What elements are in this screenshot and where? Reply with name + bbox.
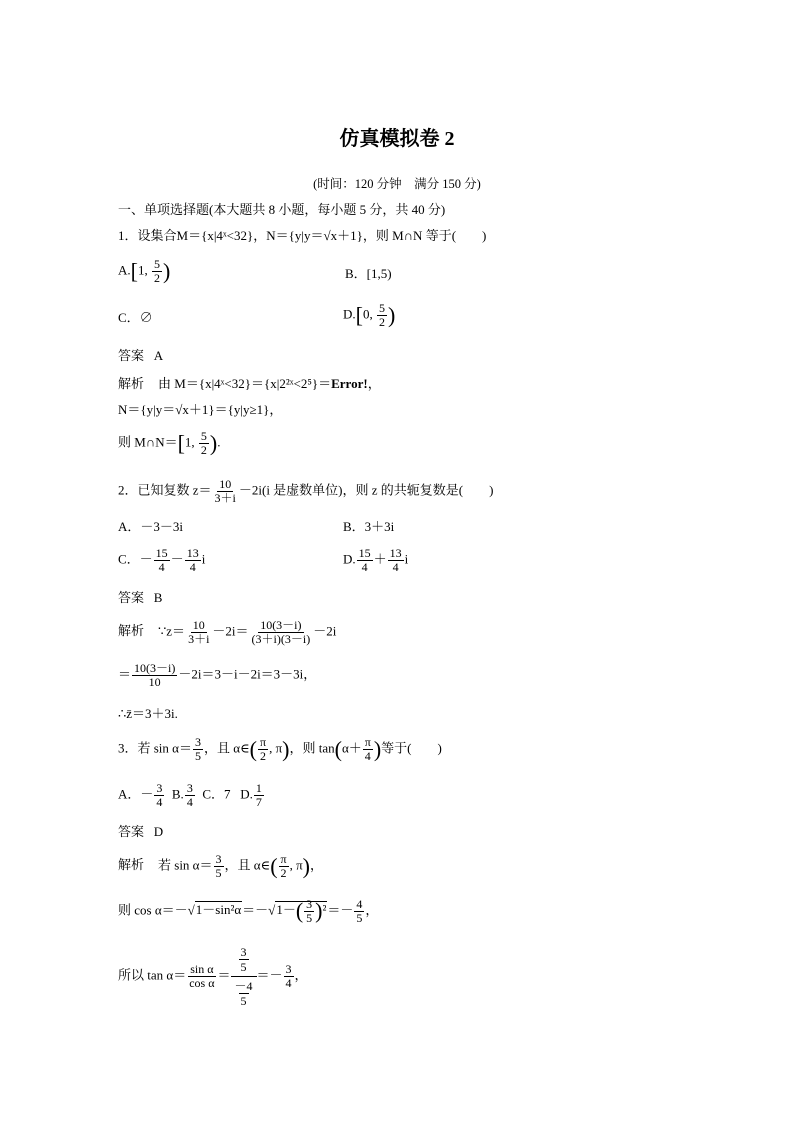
answer-value: B [153, 590, 163, 605]
analysis-label: 解析 [118, 376, 145, 391]
exam-time-info: (时间：120 分钟 满分 150 分) [313, 177, 481, 191]
error-marker: Error! [331, 376, 368, 391]
answer-value: D [153, 824, 164, 839]
math-text-store [0, 1110, 1, 1111]
q2-answer [118, 586, 162, 610]
question-2: 2．已知复数 z＝ $\frac{10}{3+i}$ －2i(i 是虚数单位)，则 z 的共轭复数是( ) [118, 477, 494, 505]
q1-option-d: D.[0, $\frac{5}{2}$ ) [343, 301, 396, 329]
q1-set-n: N＝{y|y＝√x＋1}，则 M∩N 等于( ) [266, 228, 487, 243]
q3-solution-line-1: 解析 若 sin α＝ $\frac{3}{5}$ ，且 α∈( $\frac{\pi}{2}$ , π)， [118, 852, 323, 880]
q2-solution-line-1: 解析 ∵z＝ $\frac{10}{3+i}$ －2i＝ $\frac{10(3-i)}{(3+i)(3-i)}$ －2i [118, 618, 337, 646]
q1-solution-line-3: 则 M∩N＝[1, $\frac{5}{2}$ ). [118, 429, 221, 457]
answer-label: 答案 [118, 824, 145, 839]
q3-solution-line-3: 所以 tan α＝ $\frac{\text{sin α}}{\text{cos α}}$ ＝ 3 5 －4 5 ＝－ $\frac{3}{4}$ ， [118, 945, 308, 1008]
q1-solution-line-2: N＝{y|y＝√x＋1}＝{y|y≥1}， [118, 402, 283, 417]
q2-suffix: －2i(i 是虚数单位)，则 z 的共轭复数是( ) [238, 482, 494, 498]
section-heading: 一、单项选择题(本大题共 8 小题，每小题 5 分，共 40 分) [118, 202, 446, 217]
option-label: D. [343, 306, 356, 322]
analysis-label: 解析 [118, 857, 145, 873]
q3-solution-line-2: 则 cos α＝－√1－sin²α＝－√1－( $\frac{3}{5}$ )²＝－ $\frac{4}{5}$ ， [118, 897, 379, 925]
q1-sol-1: 由 M＝{x|4ˣ<32}＝{x|2²ˣ<2⁵}＝ [158, 376, 332, 391]
q2-prefix: 2．已知复数 z＝ [118, 482, 212, 498]
analysis-label: 解析 [118, 623, 145, 639]
page-title: 仿真模拟卷 2 [339, 128, 455, 150]
q1-option-b: B．[1,5) [345, 266, 392, 281]
q1-option-a: A.[1, $\frac{5}{2}$ ) [118, 257, 171, 285]
answer-label: 答案 [118, 590, 145, 605]
question-3: 3．若 sin α＝ $\frac{3}{5}$ ，且 α∈( $\frac{\pi}{2}$ , π)，则 tan(α＋ $\frac{\pi}{4}$ )等于( ) [118, 735, 442, 763]
q3-answer [118, 820, 163, 844]
q1-prefix: 1．设集合 [118, 228, 177, 243]
answer-label: 答案 [118, 348, 145, 363]
q1-opt-a-text [0, 1110, 1, 1111]
answer-value: A [153, 348, 164, 363]
q1-set-m: M＝{x|4ˣ<32}， [176, 228, 267, 243]
q2-option-a: A．－3－3i [118, 519, 184, 534]
option-label: A. [118, 262, 131, 278]
q2-option-c: C．－ $\frac{15}{4}$ － $\frac{13}{4}$ i [118, 546, 206, 574]
question-1 [118, 224, 486, 248]
q1-solution-line-1: 解析 由 M＝{x|4ˣ<32}＝{x|2²ˣ<2⁵}＝Error!， [118, 376, 381, 391]
q3-options: A．－ $\frac{3}{4}$ B. $\frac{3}{4}$ C．7 D. $\frac{1}{7}$ [118, 781, 262, 809]
q1-option-c: C．∅ [118, 310, 153, 325]
q2-solution-line-3: ∴z̄＝3＋3i. [118, 706, 178, 721]
q2-option-d: D. $\frac{15}{4}$ ＋ $\frac{13}{4}$ i [343, 546, 409, 574]
q1-answer [118, 344, 163, 368]
q2-solution-line-2: ＝ $\frac{10(3-i)}{10}$ －2i＝3－i－2i＝3－3i， [118, 661, 317, 689]
q2-option-b: B．3＋3i [343, 519, 395, 534]
